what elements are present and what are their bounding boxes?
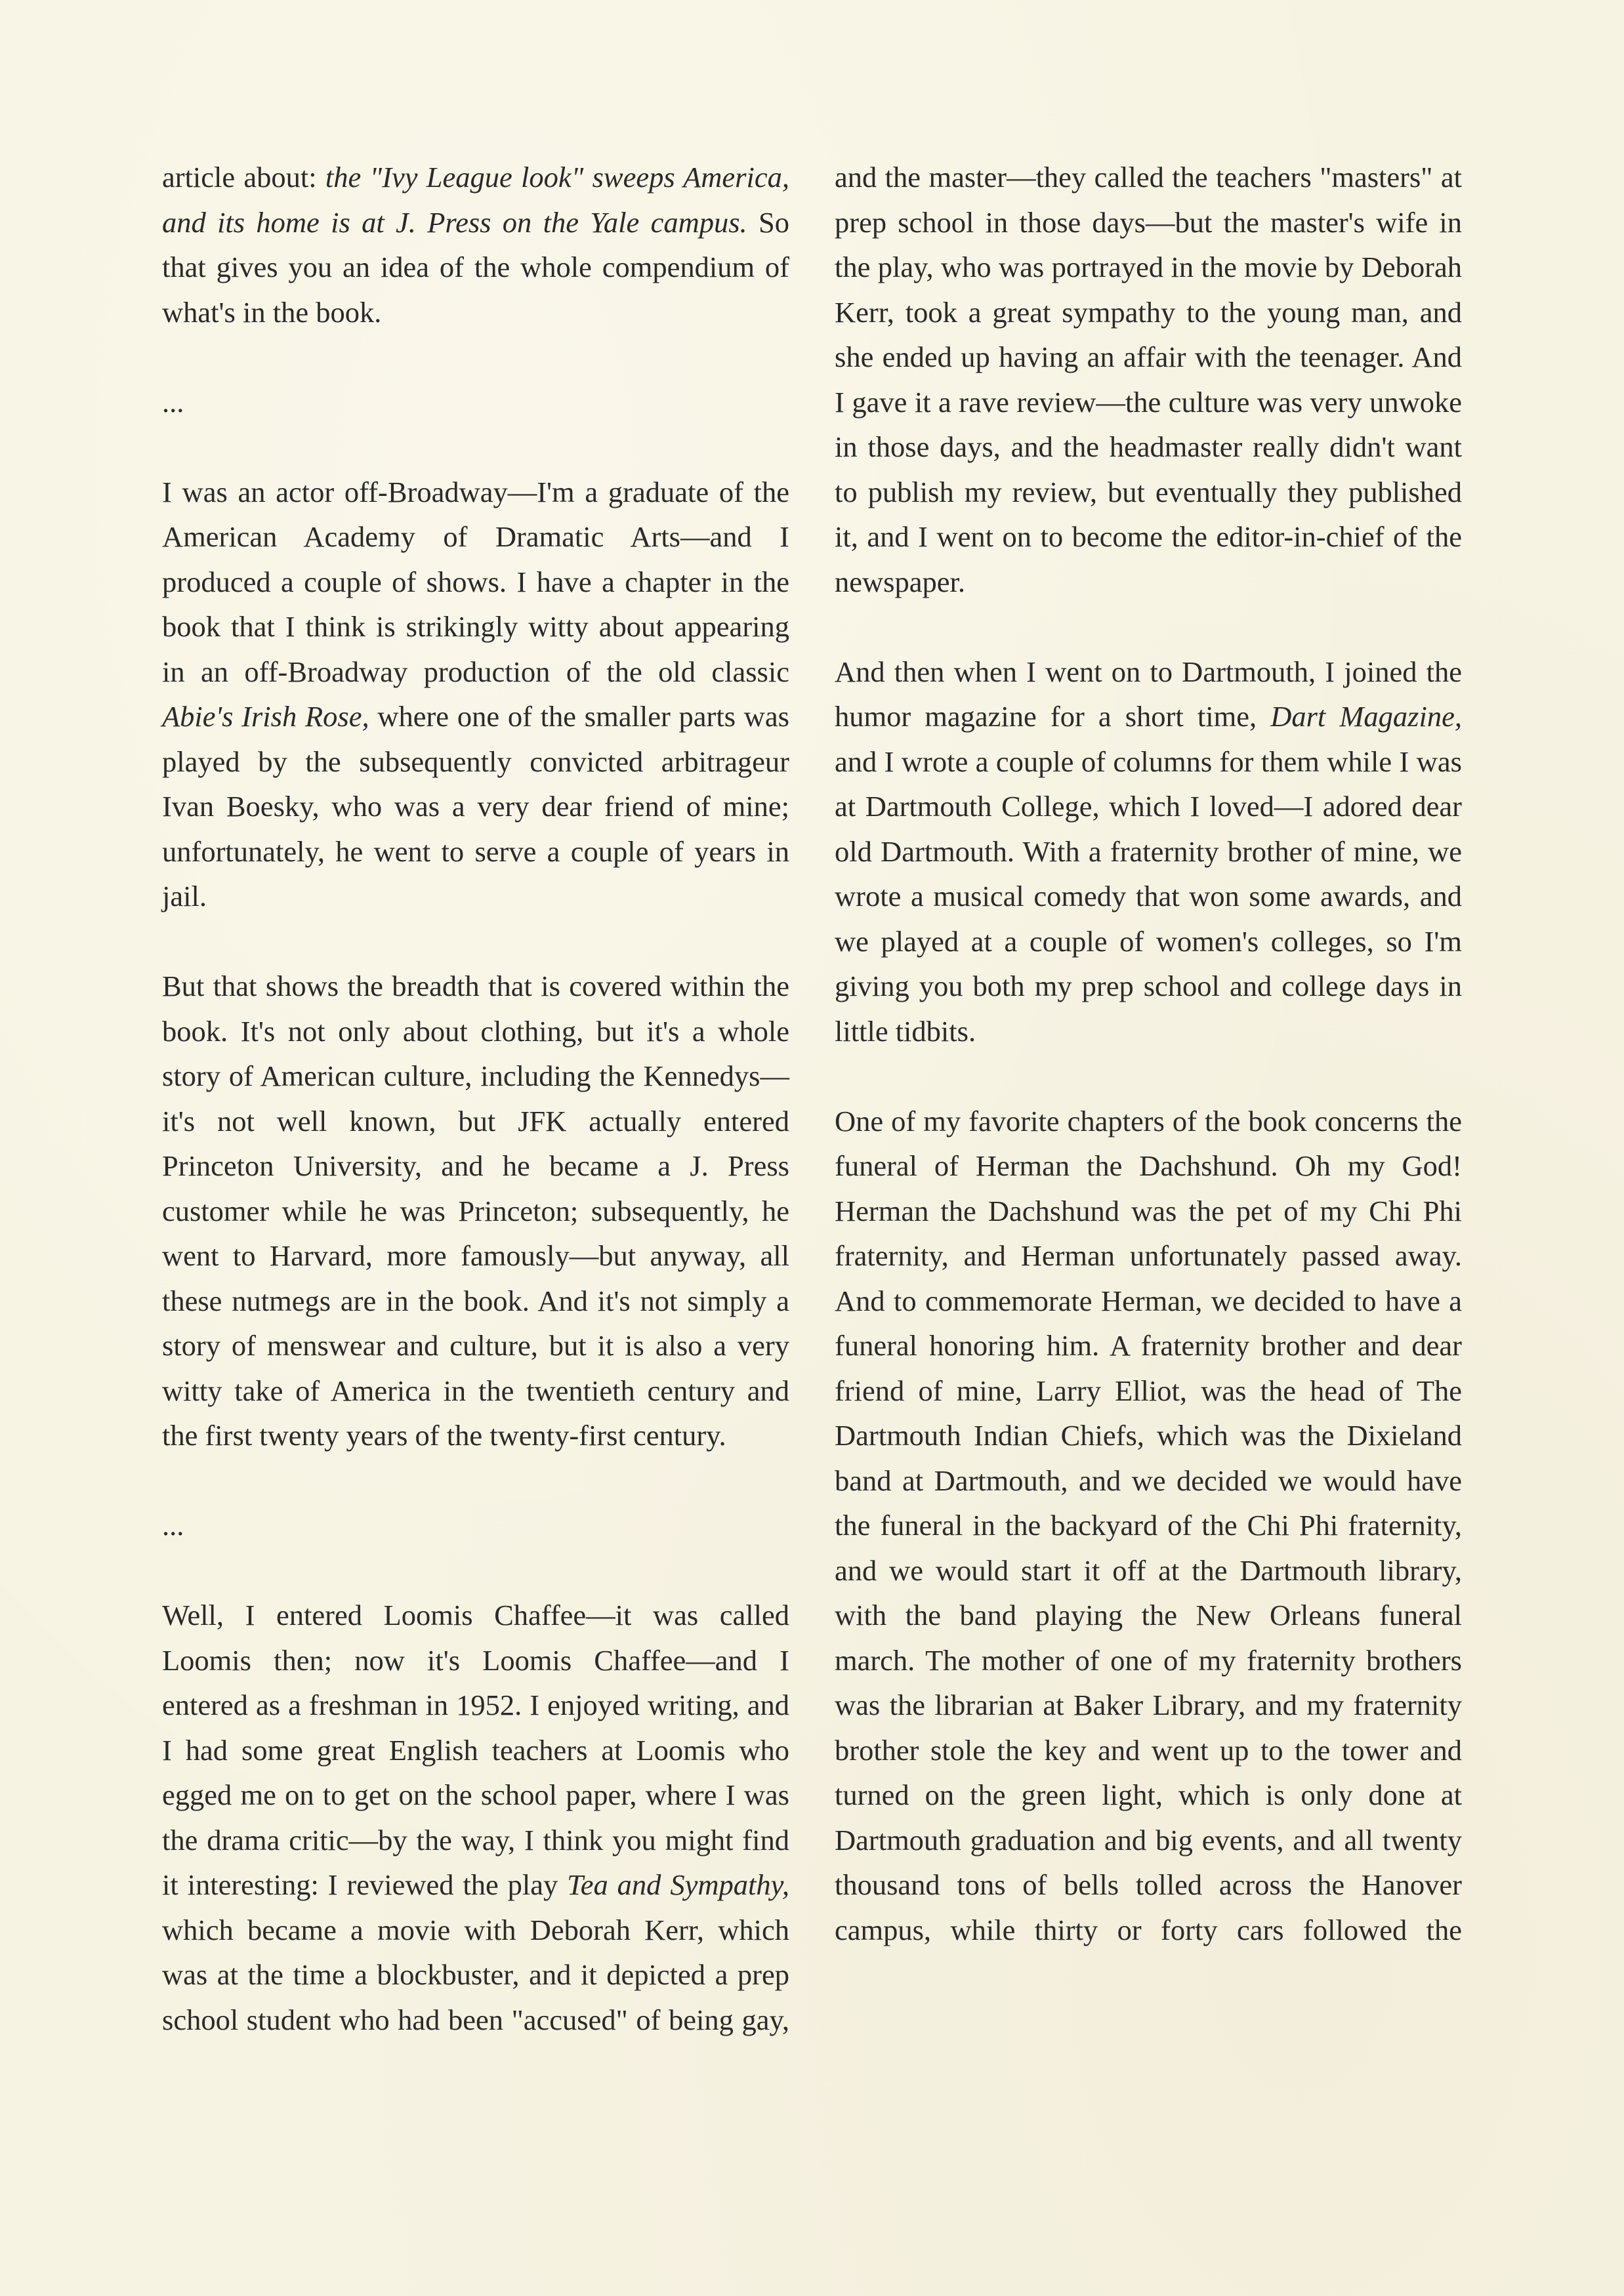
paragraph-off-broadway	[162, 470, 789, 919]
paragraph-text: And then when I went on to Dartmouth, I joined the humor magazine for a short time,	[835, 655, 1462, 733]
paragraph-dartmouth	[835, 649, 1462, 1054]
section-break-ellipsis: ...	[162, 385, 184, 419]
paragraph-text: I was an actor off-Broadway—I'm a graduate of the American Academy of Dramatic Arts—and I produced a couple of shows. I have a chapter in the book that I think is strikingly witty about appearing in an off-Broadway production of the old classic	[162, 475, 789, 688]
italic-quote: the "Ivy League look" sweeps America, and its home is at J. Press on the Yale campus.	[162, 161, 789, 239]
paragraph-breadth: But that shows the breadth that is covered within the book. It's not only about clothing, but it's a whole story of American culture, including the Kennedys—it's not well known, but JFK actually entered Princeton University, and he became a J. Press customer while he was Princeton; subsequently, he went to Harvard, more famously—but anyway, all these nutmegs are in the book. And it's not simply a story of menswear and culture, but it is also a very witty take of America in the twentieth century and the first twenty years of the twenty-first century.	[162, 970, 789, 1452]
italic-title: Dart Magazine,	[1270, 700, 1462, 733]
paragraph-herman-dachshund: One of my favorite chapters of the book concerns the funeral of Herman the Dachshund. Oh my God! Herman the Dachshund was the pet of my Chi Phi fraternity, and Herman unfortunately passed away. And to commemorate Herman, we decided to have a funeral honoring him. A fraternity brother and dear friend of mine, Larry Elliot, was the head of The Dartmouth Indian Chiefs, which was the Dixieland band at Dartmouth, and we decided we would have the funeral in the backyard of the Chi Phi fraternity, and we would start it off at the Dartmouth library, with the band playing the New Orleans funeral march. The mother of one of my fraternity brothers was the librarian at Baker Library, and my fraternity brother stole the key and went up to the tower and turned on the green light, which is only done at Dartmouth graduation and big events, and all twenty thousand tons of bells tolled across the Hanover campus, while thirty or forty cars followed the	[835, 1104, 1462, 1946]
paragraph-text: So that gives you an idea of the whole compendium of what's in the book.	[162, 205, 789, 329]
paragraph-text: Well, I entered Loomis Chaffee—it was called Loomis then; now it's Loomis Chaffee—and I entered as a freshman in 1952. I enjoyed writing, and I had some great English teachers at Loomis who egged me on to get on the school paper, where I was the drama critic—by the way, I think you might find it interesting: I reviewed the play	[162, 1599, 789, 1901]
section-break-ellipsis: ...	[162, 1509, 184, 1542]
paragraph-masters: and the master—they called the teachers "masters" at prep school in those days—but the master's wife in the play, who was portrayed in the movie by Deborah Kerr, took a great sympathy to the young man, and she ended up having an affair with the teenager. And I gave it a rave review—the culture was very unwoke in those days, and the headmaster really didn't want to publish my review, but eventually they published it, and I went on to become the editor-in-chief of the newspaper.	[835, 161, 1462, 598]
paragraph-text: and I wrote a couple of columns for them while I was at Dartmouth College, which I loved—I adored dear old Dartmouth. With a fraternity brother of mine, we wrote a musical comedy that won some awards, and we played at a couple of women's colleges, so I'm giving you both my prep school and college days in little tidbits.	[835, 745, 1462, 1048]
paragraph-ivy-league	[162, 155, 789, 335]
paragraph-text: which became a movie with Deborah Kerr, which was at the time a blockbuster, and it depicted a prep school student who had been "accused" of being gay,	[162, 1913, 789, 2036]
italic-title: Tea and Sympathy,	[567, 1868, 789, 1901]
paragraph-loomis	[162, 1593, 789, 2042]
italic-title: Abie's Irish Rose,	[162, 700, 369, 733]
paragraph-text: article about:	[162, 161, 325, 194]
left-text-column	[162, 155, 789, 2042]
paragraph-text: where one of the smaller parts was played by the subsequently convicted arbitrageur Ivan Boesky, who was a very dear friend of mine; unfortunately, he went to serve a couple of years in jail.	[162, 700, 789, 912]
right-text-column	[835, 155, 1462, 1952]
